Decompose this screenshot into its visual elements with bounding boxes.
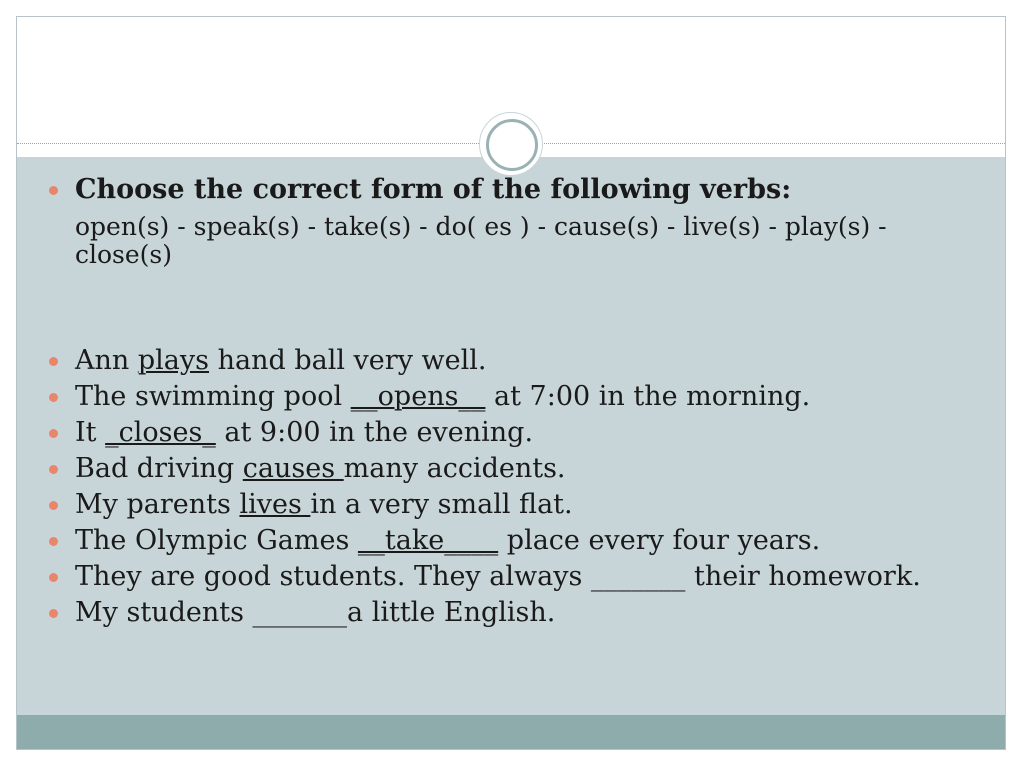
bullet-icon bbox=[49, 501, 58, 510]
sentence-answer: plays bbox=[137, 345, 209, 376]
slide-footer-band bbox=[17, 715, 1005, 749]
sentence-answer: _______ bbox=[252, 597, 348, 628]
sentence-before: It bbox=[75, 417, 106, 448]
sentence-item bbox=[75, 416, 533, 450]
sentence-after: place every four years. bbox=[498, 525, 821, 556]
sentence-answer: lives bbox=[239, 489, 311, 520]
slide bbox=[16, 16, 1006, 750]
bullet-icon bbox=[49, 573, 58, 582]
sentence-answer: _closes_ bbox=[105, 417, 216, 448]
sentence-after: a little English. bbox=[347, 597, 556, 628]
sentence-item bbox=[75, 560, 921, 594]
sentence-before: The Olympic Games bbox=[75, 525, 358, 556]
bullet-icon bbox=[49, 465, 58, 474]
bullet-icon bbox=[49, 357, 58, 366]
sentence-answer: causes bbox=[242, 453, 344, 484]
verb-list-line-1: open(s) - speak(s) - take(s) - do( es ) - cause(s) - live(s) - play(s) - bbox=[75, 212, 887, 241]
verb-list-line-2: close(s) bbox=[75, 240, 173, 269]
instruction-heading-text: Choose the correct form of the following verbs: bbox=[75, 174, 792, 205]
sentence-answer: _______ bbox=[590, 561, 686, 592]
sentence-after: at 7:00 in the morning. bbox=[485, 381, 811, 412]
decorative-circle-inner bbox=[486, 119, 538, 171]
sentence-before: Bad driving bbox=[75, 453, 243, 484]
sentence-answer: __take____ bbox=[357, 525, 499, 556]
sentence-item bbox=[75, 452, 566, 486]
bullet-icon bbox=[49, 537, 58, 546]
sentence-item bbox=[75, 596, 555, 630]
sentence-item bbox=[75, 380, 810, 414]
bullet-icon bbox=[49, 429, 58, 438]
sentence-after: many accidents. bbox=[343, 453, 566, 484]
sentence-after: in a very small flat. bbox=[310, 489, 573, 520]
bullet-icon bbox=[49, 186, 58, 195]
sentence-item bbox=[75, 488, 573, 522]
sentence-item bbox=[75, 524, 820, 558]
sentence-after: hand ball very well. bbox=[209, 345, 487, 376]
bullet-icon bbox=[49, 393, 58, 402]
sentence-before: Ann bbox=[75, 345, 138, 376]
bullet-icon bbox=[49, 609, 58, 618]
sentence-answer: __opens__ bbox=[350, 381, 486, 412]
sentence-item bbox=[75, 344, 486, 378]
sentence-after: their homework. bbox=[685, 561, 921, 592]
sentence-after: at 9:00 in the evening. bbox=[215, 417, 534, 448]
sentence-before: The swimming pool bbox=[75, 381, 351, 412]
sentence-before: My parents bbox=[75, 489, 240, 520]
decorative-circle-icon bbox=[479, 112, 543, 176]
sentence-before: They are good students. They always bbox=[75, 561, 591, 592]
sentence-before: My students bbox=[75, 597, 253, 628]
instruction-heading bbox=[75, 173, 791, 207]
